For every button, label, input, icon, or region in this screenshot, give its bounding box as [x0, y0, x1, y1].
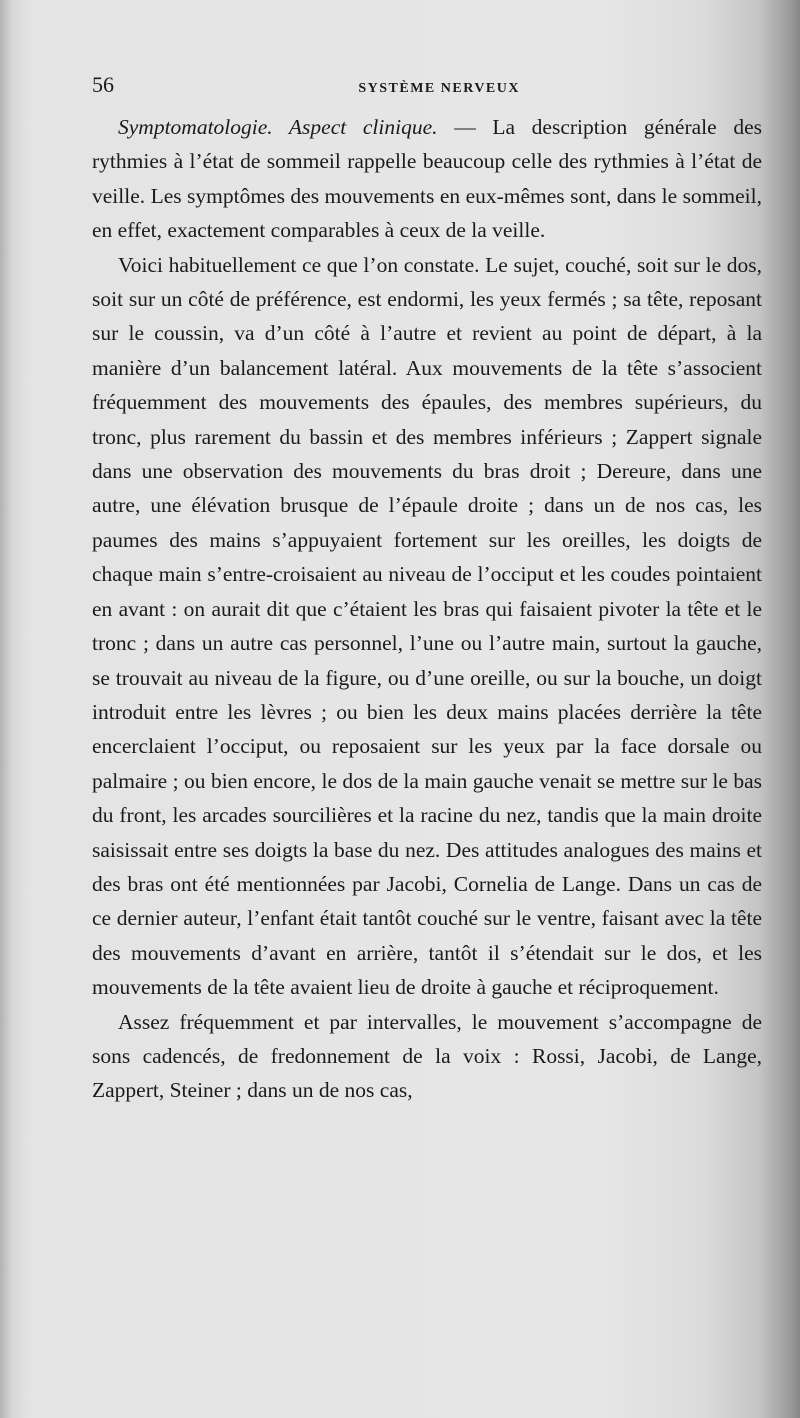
paragraph-1	[92, 110, 762, 248]
page-number: 56	[92, 72, 114, 97]
section-heading: Symptomatologie. Aspect clinique.	[118, 115, 438, 139]
page-body	[92, 110, 762, 1108]
page-header	[92, 72, 520, 102]
paragraph-2-text: Voici habituellement ce que l’on constate. Le sujet, couché, soit sur le dos, soit sur un côté de préférence, est endormi, les yeux fermés ; sa tête, reposant sur le coussin, va d’un côté à l’autre et revient au point de départ, à la manière d’un balancement latéral. Aux mouvements de la tête s’associent fréquemment des mouvements des épaules, des membres supérieurs, du tronc, plus rarement du bassin et des membres inférieurs ; Zappert signale dans une observation des mouvements du bras droit ; Dereure, dans une autre, une élévation brusque de l’épaule droite ; dans un de nos cas, les paumes des mains s’appuyaient fortement sur les oreilles, les doigts de chaque main s’entre-croisaient au niveau de l’occiput et les coudes pointaient en avant : on aurait dit que c’étaient les bras qui faisaient pivoter la tête et le tronc ; dans un autre cas personnel, l’une ou l’autre main, surtout la gauche, se trouvait au niveau de la figure, ou d’une oreille, ou sur la bouche, un doigt introduit entre les lèvres ; ou bien les deux mains placées derrière la tête encerclaient l’occiput, ou reposaient sur les yeux par la face dorsale ou palmaire ; ou bien encore, le dos de la main gauche venait se mettre sur le bas du front, les arcades sourcilières et la racine du nez, tandis que la main droite saisissait entre ses doigts la base du nez. Des attitudes analogues des mains et des bras ont été mentionnées par Jacobi, Cornelia de Lange. Dans un cas de ce dernier auteur, l’enfant était tantôt couché sur le ventre, faisant avec la tête des mouvements d’avant en arrière, tantôt il s’étendait sur le dos, et les mouvements de la tête avaient lieu de droite à gauche et réciproquement.	[92, 252, 762, 1000]
paragraph-3	[92, 1005, 762, 1108]
paragraph-3-text: Assez fréquemment et par intervalles, le mouvement s’accompagne de sons cadencés, de fredonnement de la voix : Rossi, Jacobi, de Lange, Zappert, Steiner ; dans un de nos cas,	[92, 1009, 762, 1103]
paragraph-2	[92, 248, 762, 1005]
running-head: SYSTÈME NERVEUX	[358, 81, 520, 96]
paragraph-1-text: — La description générale des rythmies à l’état de sommeil rappelle beaucoup celle des rythmies à l’état de veille. Les symptômes des mouvements en eux-mêmes sont, dans le sommeil, en effet, exactement comparables à ceux de la veille.	[92, 115, 762, 243]
